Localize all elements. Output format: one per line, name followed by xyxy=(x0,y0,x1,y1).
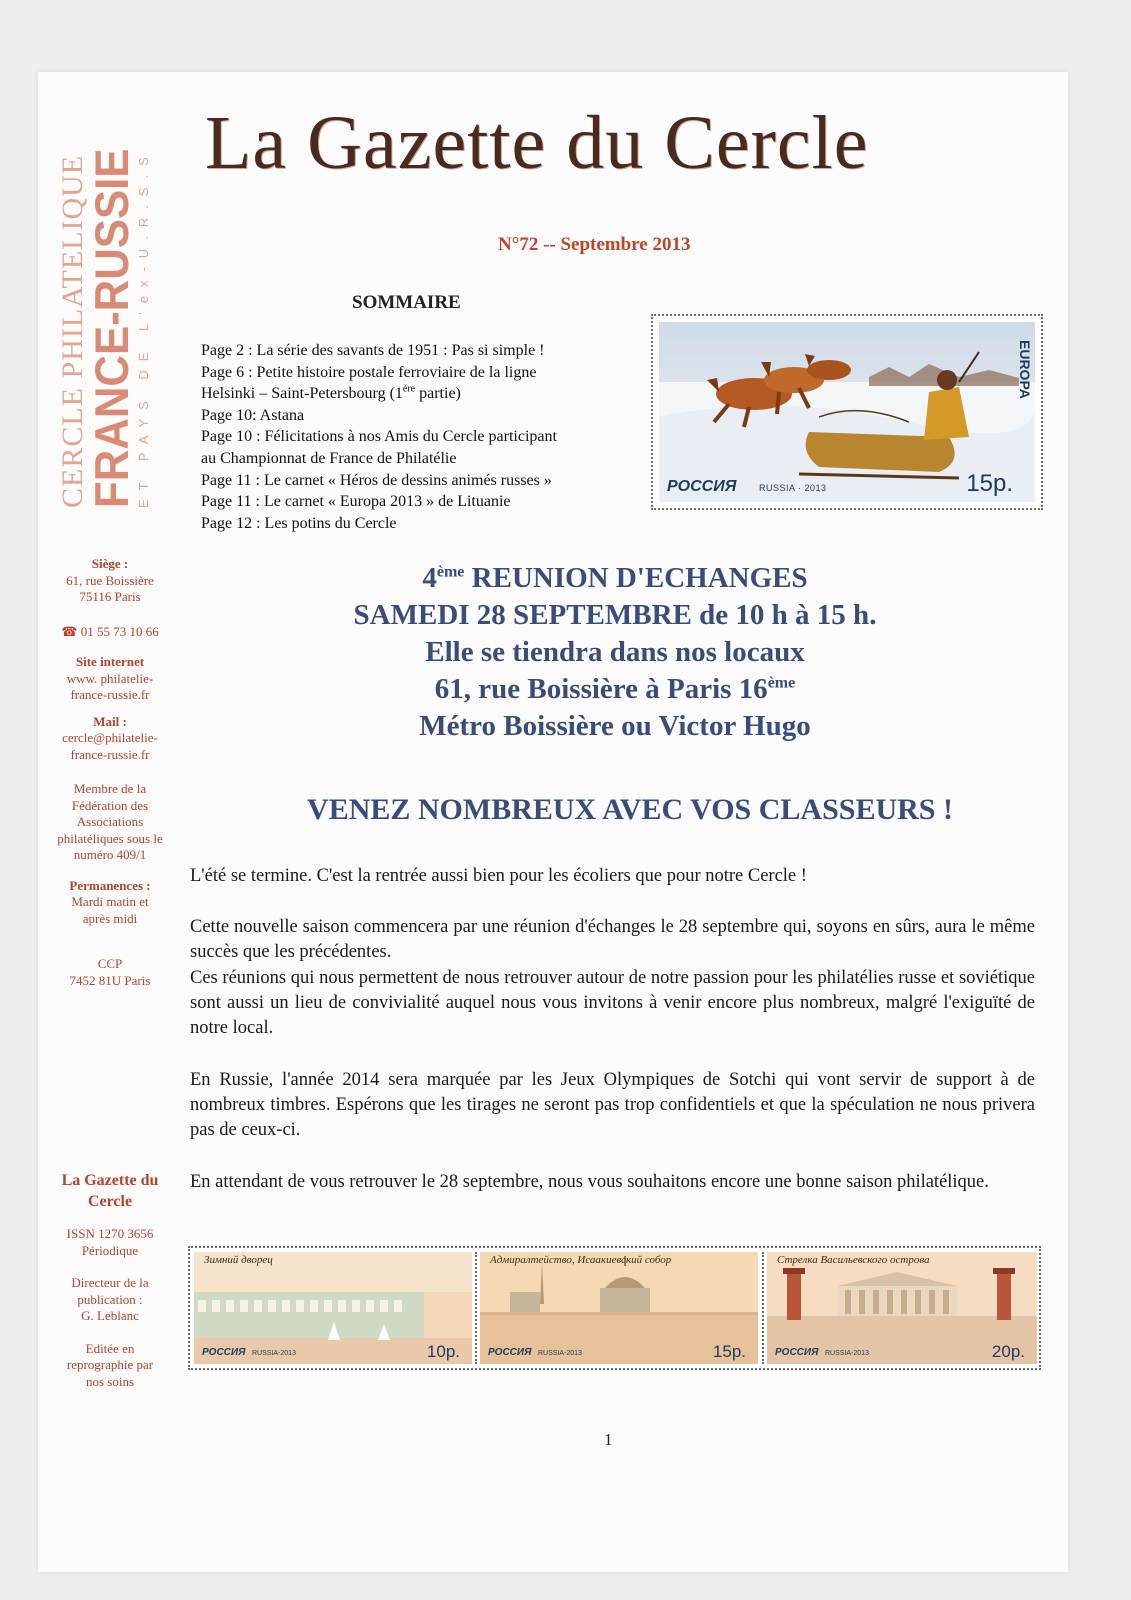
toc-text: partie) xyxy=(415,385,461,403)
side-title-line3: ET PAYS DE L'ex-U.R.S.S xyxy=(136,148,151,508)
phone-number: ☎ 01 55 73 10 66 xyxy=(61,623,159,639)
side-title xyxy=(58,88,158,508)
issue-number: N°72 -- Septembre 2013 xyxy=(498,234,691,255)
table-of-contents xyxy=(201,340,641,534)
permanences-text: après midi xyxy=(82,910,138,926)
toc-item: Page 6 : Petite histoire postale ferroviaire de la ligne xyxy=(201,363,537,381)
announce-line: 61, rue Boissière à Paris 16ème xyxy=(434,673,796,705)
sidebar-publication xyxy=(44,1170,176,1390)
stamp-caption: Стрелка Васильевского острова xyxy=(777,1254,930,1266)
stamp-caption: Адмиралтейство, Исаакиевский собор xyxy=(490,1254,672,1266)
member-text: Membre de la xyxy=(73,781,147,796)
announce-line: Elle se tiendra dans nos locaux xyxy=(425,636,805,668)
toc-item: Page 2 : La série des savants de 1951 : Pas si simple ! xyxy=(201,342,545,359)
strelka-stamp xyxy=(767,1252,1037,1364)
stamp-country: РОССИЯ xyxy=(488,1347,532,1358)
edition-note: nos soins xyxy=(85,1373,135,1389)
toc-item: Page 12 : Les potins du Cercle xyxy=(201,514,397,532)
side-title-line2: FRANCE-RUSSIE xyxy=(85,148,138,508)
troika-stamp xyxy=(651,314,1043,510)
paragraph: En Russie, l'année 2014 sera marquée par les Jeux Olympiques de Sotchi qui vont servir de support à de nombreux timbres. Espérons que les tirages ne seront pas trop confidentiels et que la spéculation ne nous privera pas de ceux-ci. xyxy=(190,1070,1035,1140)
stamp-year: RUSSIA · 2013 xyxy=(759,483,827,493)
perforation-divider xyxy=(475,1252,477,1364)
ccp-number: 7452 81U Paris xyxy=(69,972,151,988)
paragraph: En attendant de vous retrouver le 28 septembre, nous vous souhaitons encore une bonne saison philatélique. xyxy=(190,1172,989,1192)
side-title-line1: CERCLE PHILATELIQUE xyxy=(56,154,89,508)
meeting-announcement xyxy=(230,560,1000,745)
stamp-country: РОССИЯ xyxy=(775,1347,819,1358)
toc-text: Helsinki – Saint-Petersbourg (1 xyxy=(201,385,403,403)
site-url[interactable]: www. philatelie- xyxy=(66,670,154,686)
announce-line: 4ème REUNION D'ECHANGES xyxy=(422,562,808,594)
stamp-strip xyxy=(188,1246,1041,1370)
ccp-label: CCP xyxy=(97,956,123,971)
toc-item: Page 11 : Le carnet « Europa 2013 » de Lituanie xyxy=(201,493,511,511)
director-label: Directeur de la xyxy=(71,1275,149,1290)
announce-line: Métro Boissière ou Victor Hugo xyxy=(419,710,811,742)
site-url-cont[interactable]: france-russie.fr xyxy=(70,687,150,702)
stamp-country: РОССИЯ xyxy=(202,1347,246,1358)
director-label: publication : xyxy=(77,1291,143,1307)
stamp-year: RUSSIA-2013 xyxy=(252,1350,296,1357)
periodicity: Périodique xyxy=(81,1242,139,1258)
gazette-label: Cercle xyxy=(87,1193,133,1210)
member-text: numéro 409/1 xyxy=(73,847,147,862)
toc-item: au Championnat de France de Philatélie xyxy=(201,449,457,467)
member-text: philatéliques sous le xyxy=(57,830,163,846)
permanences-heading: Permanences : xyxy=(69,877,151,893)
siege-city: 75116 Paris xyxy=(79,589,141,604)
stamp-value: 15р. xyxy=(966,470,1013,497)
permanences-text: Mardi matin et xyxy=(71,894,149,909)
call-to-action: VENEZ NOMBREUX AVEC VOS CLASSEURS ! xyxy=(307,793,953,826)
siege-block xyxy=(44,556,176,606)
member-text: Fédération des xyxy=(71,797,149,813)
edition-note: reprographie par xyxy=(66,1357,154,1372)
page-number: 1 xyxy=(604,1430,613,1449)
member-text: Associations xyxy=(76,814,144,829)
stamp-value: 10р. xyxy=(426,1342,460,1361)
edition-note: Editée en xyxy=(85,1340,135,1356)
siege-heading: Siège : xyxy=(91,556,129,571)
director-name: G. Leblanc xyxy=(81,1308,139,1323)
mail-address[interactable]: cercle@philatelie- xyxy=(62,730,158,745)
toc-item: Page 10 : Félicitations à nos Amis du Cercle participant xyxy=(201,428,557,446)
masthead-title: La Gazette du Cercle xyxy=(205,101,869,185)
paragraph: Ces réunions qui nous permettent de nous retrouver autour de notre passion pour les philatélies russe et soviétique sont aussi un lieu de convivialité auquel nous vous invitons à venir encore plus nombreux, malgré l'exiguïté de notre local. xyxy=(190,968,1035,1038)
gazette-label: La Gazette du xyxy=(61,1172,159,1189)
siege-address: 61, rue Boissière xyxy=(66,572,154,588)
toc-item: Page 10: Astana xyxy=(201,406,305,424)
stamp-value: 20р. xyxy=(991,1342,1025,1361)
sommaire-heading: SOMMAIRE xyxy=(352,292,461,313)
perforation-divider xyxy=(762,1252,764,1364)
toc-item: Page 11 : Le carnet « Héros de dessins animés russes » xyxy=(201,471,552,489)
toc-sup: ère xyxy=(402,383,416,395)
stamp-value: 15р. xyxy=(712,1342,746,1361)
sidebar-info xyxy=(44,556,176,989)
europa-label: EUROPA xyxy=(1017,340,1033,399)
site-heading: Site internet xyxy=(75,654,145,669)
mail-address-cont[interactable]: france-russie.fr xyxy=(70,746,150,762)
paragraph: L'été se termine. C'est la rentrée aussi bien pour les écoliers que pour notre Cercle ! xyxy=(190,866,807,886)
announce-line: SAMEDI 28 SEPTEMBRE de 10 h à 15 h. xyxy=(353,599,877,631)
winter-palace-stamp xyxy=(194,1252,472,1364)
stamp-year: RUSSIA-2013 xyxy=(825,1350,869,1357)
paragraph: Cette nouvelle saison commencera par une réunion d'échanges le 28 septembre qui, soyons en sûrs, aura le même succès que les précédentes. xyxy=(190,917,1035,962)
issn: ISSN 1270 3656 xyxy=(66,1226,154,1241)
stamp-caption: Зимний дворец xyxy=(204,1254,273,1266)
mail-heading: Mail : xyxy=(93,713,127,729)
stamp-year: RUSSIA-2013 xyxy=(538,1350,582,1357)
stamp-country: РОССИЯ xyxy=(667,478,737,495)
admiralty-stamp xyxy=(480,1252,758,1364)
toc-item xyxy=(201,383,641,405)
